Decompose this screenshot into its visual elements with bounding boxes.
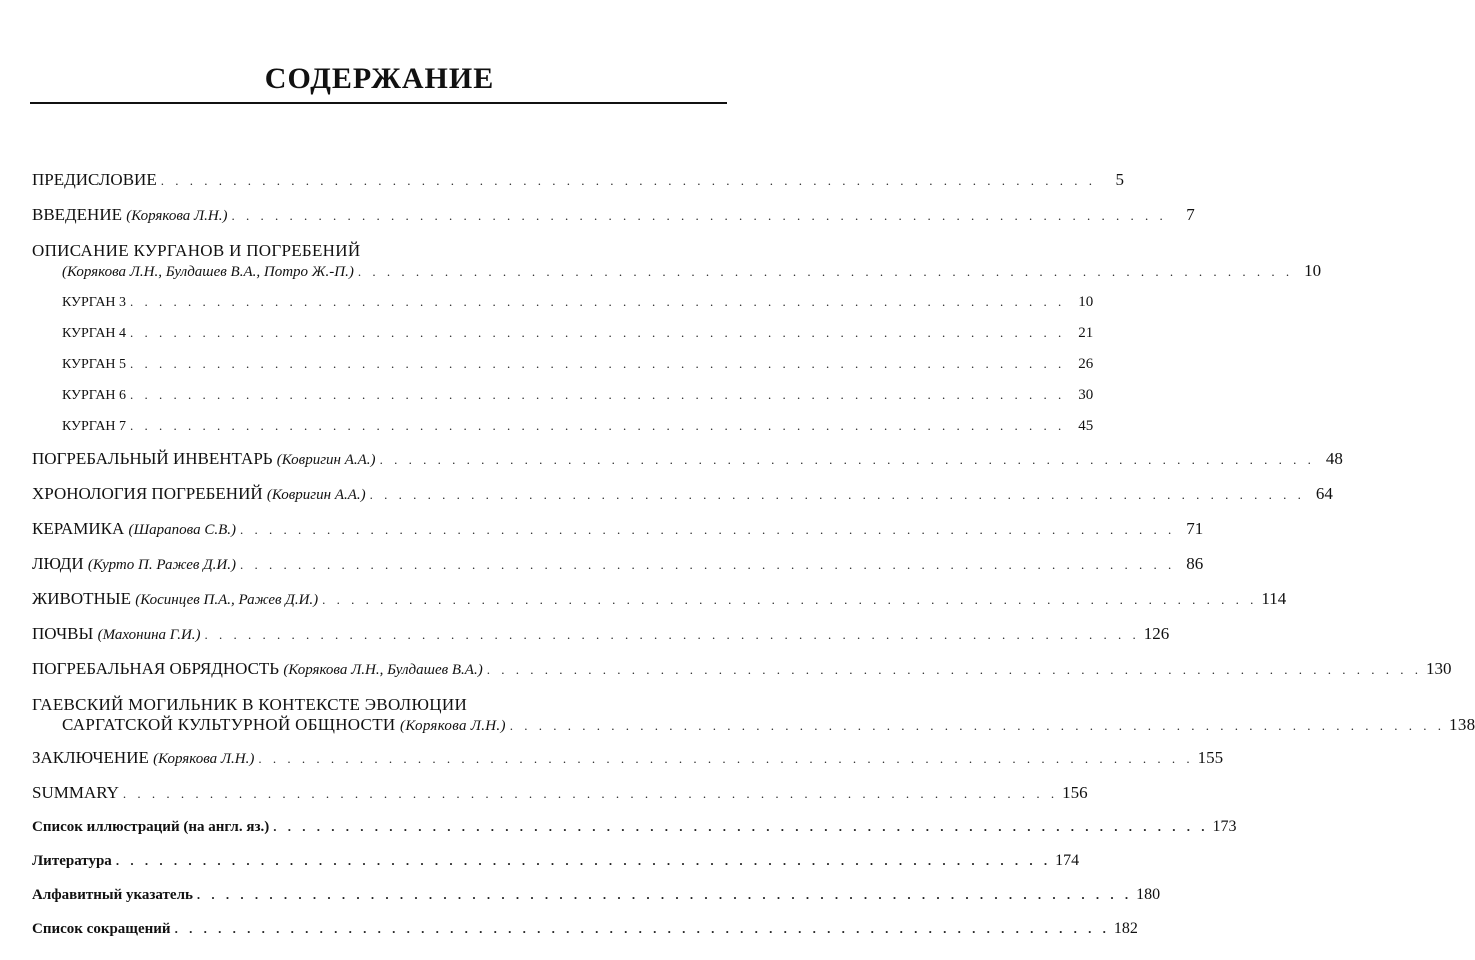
dot-leader: . . . . . . . . . . . . . . . . . . . . . . . . . . . . . . . . . . . . . . . . . . . . . . . . . . . . . . . . . . . . . . . . . — [130, 294, 1066, 309]
entry-page: 126 — [1143, 624, 1170, 643]
entry-title: ЛЮДИ — [32, 554, 84, 573]
entry-title: ПРЕДИСЛОВИЕ — [32, 170, 157, 189]
toc-entry-conclusion[interactable] — [32, 748, 1224, 768]
entry-page: 86 — [1186, 554, 1204, 573]
dot-leader: . . . . . . . . . . . . . . . . . . . . . . . . . . . . . . . . . . . . . . . . . . . . . . . . . . . . . . . . . . . . . . . . . — [258, 751, 1194, 766]
entry-author: (Корякова Л.Н.) — [126, 208, 228, 224]
entry-page: 64 — [1315, 484, 1333, 503]
entry-title: ПОЧВЫ — [32, 624, 94, 643]
dot-leader: . . . . . . . . . . . . . . . . . . . . . . . . . . . . . . . . . . . . . . . . . . . . . . . . . . . . . . . . . . . . . . . . . — [122, 786, 1059, 801]
toc-entry-kurgan-4[interactable] — [32, 325, 1094, 342]
entry-page: 48 — [1325, 449, 1343, 468]
entry-page: 155 — [1197, 748, 1224, 767]
entry-page: 21 — [1078, 325, 1094, 341]
entry-page: 180 — [1136, 886, 1161, 903]
toc-entry-soils[interactable] — [32, 624, 1170, 644]
entry-page: 130 — [1425, 659, 1452, 678]
toc-entry-summary[interactable] — [32, 783, 1088, 803]
dot-leader: . . . . . . . . . . . . . . . . . . . . . . . . . . . . . . . . . . . . . . . . . . . . . . . . . . . . . . . . . . . . . . . . . — [357, 264, 1294, 279]
dot-leader: . . . . . . . . . . . . . . . . . . . . . . . . . . . . . . . . . . . . . . . . . . . . . . . . . . . . . . . . . . . . . . . . . — [322, 592, 1258, 607]
entry-page: 5 — [1115, 170, 1124, 189]
entry-page: 26 — [1078, 356, 1094, 372]
toc-entry-abbreviations[interactable] — [32, 920, 1138, 938]
dot-leader: . . . . . . . . . . . . . . . . . . . . . . . . . . . . . . . . . . . . . . . . . . . . . . . . . . . . . . . . . . . . . . . . . — [486, 662, 1422, 677]
toc-entry-kurgan-7[interactable] — [32, 418, 1094, 435]
toc-entry-illustrations[interactable] — [32, 818, 1237, 836]
entry-title: ЗАКЛЮЧЕНИЕ — [32, 748, 149, 767]
title-rule — [30, 102, 727, 104]
entry-author: (Ковригин А.А.) — [266, 487, 366, 503]
entry-author: (Шарапова С.В.) — [128, 522, 237, 538]
toc-entry-index[interactable] — [32, 886, 1161, 904]
entry-author: (Корякова Л.Н.) — [400, 718, 506, 734]
toc-entry-kurgan-6[interactable] — [32, 387, 1094, 404]
dot-leader: . . . . . . . . . . . . . . . . . . . . . . . . . . . . . . . . . . . . . . . . . . . . . . . . . . . . . . . . . . . . . . . . . — [204, 627, 1140, 642]
entry-title: ХРОНОЛОГИЯ ПОГРЕБЕНИЙ — [32, 484, 263, 503]
entry-title: ПОГРЕБАЛЬНАЯ ОБРЯДНОСТЬ — [32, 659, 280, 678]
entry-title: КУРГАН 6 — [62, 388, 127, 403]
dot-leader: . . . . . . . . . . . . . . . . . . . . . . . . . . . . . . . . . . . . . . . . . . . . . . . . . . . . . . . . . . . . . . . . . — [115, 853, 1052, 868]
entry-page: 138 — [1449, 715, 1475, 734]
entry-title: ОПИСАНИЕ КУРГАНОВ И ПОГРЕБЕНИЙ — [32, 241, 361, 260]
entry-page: 30 — [1078, 387, 1094, 403]
entry-title: КУРГАН 3 — [62, 295, 127, 310]
toc-entry-literature[interactable] — [32, 852, 1080, 870]
dot-leader: . . . . . . . . . . . . . . . . . . . . . . . . . . . . . . . . . . . . . . . . . . . . . . . . . . . . . . . . . . . . . . . . . — [130, 356, 1066, 371]
entry-page: 10 — [1078, 294, 1094, 310]
dot-leader: . . . . . . . . . . . . . . . . . . . . . . . . . . . . . . . . . . . . . . . . . . . . . . . . . . . . . . . . . . . . . . . . . — [273, 819, 1209, 834]
toc-entry-ceramics[interactable] — [32, 519, 1204, 539]
entry-title: ВВЕДЕНИЕ — [32, 205, 122, 224]
entry-page: 174 — [1055, 852, 1080, 869]
entry-page: 10 — [1304, 261, 1322, 280]
toc-entry-gaevsky[interactable] — [32, 694, 1475, 735]
entry-author: (Махонина Г.И.) — [97, 627, 201, 643]
dot-leader: . . . . . . . . . . . . . . . . . . . . . . . . . . . . . . . . . . . . . . . . . . . . . . . . . . . . . . . . . . . . . . . . . — [509, 718, 1446, 733]
dot-leader: . . . . . . . . . . . . . . . . . . . . . . . . . . . . . . . . . . . . . . . . . . . . . . . . . . . . . . . . . . . . . . . . . — [379, 452, 1315, 467]
entry-author: (Курто П. Ражев Д.И.) — [87, 557, 236, 573]
dot-leader: . . . . . . . . . . . . . . . . . . . . . . . . . . . . . . . . . . . . . . . . . . . . . . . . . . . . . . . . . . . . . . . . . — [174, 921, 1110, 936]
entry-page: 114 — [1261, 589, 1287, 608]
entry-title: ПОГРЕБАЛЬНЫЙ ИНВЕНТАРЬ — [32, 449, 273, 468]
toc-entry-burial-rite[interactable] — [32, 659, 1452, 679]
dot-leader: . . . . . . . . . . . . . . . . . . . . . . . . . . . . . . . . . . . . . . . . . . . . . . . . . . . . . . . . . . . . . . . . . — [231, 208, 1167, 223]
dot-leader: . . . . . . . . . . . . . . . . . . . . . . . . . . . . . . . . . . . . . . . . . . . . . . . . . . . . . . . . . . . . . . . . . — [130, 387, 1066, 402]
entry-title: КУРГАН 4 — [62, 326, 127, 341]
toc-entry-people[interactable] — [32, 554, 1204, 574]
toc-entry-inventory[interactable] — [32, 449, 1343, 469]
entry-page: 173 — [1212, 818, 1237, 835]
toc-entry-description[interactable] — [32, 240, 1322, 281]
entry-title: Список иллюстраций (на англ. яз.) — [32, 819, 270, 835]
dot-leader: . . . . . . . . . . . . . . . . . . . . . . . . . . . . . . . . . . . . . . . . . . . . . . . . . . . . . . . . . . . . . . . . . — [196, 887, 1133, 902]
entry-author: (Ковригин А.А.) — [276, 452, 376, 468]
dot-leader: . . . . . . . . . . . . . . . . . . . . . . . . . . . . . . . . . . . . . . . . . . . . . . . . . . . . . . . . . . . . . . . . . — [239, 557, 1176, 572]
dot-leader: . . . . . . . . . . . . . . . . . . . . . . . . . . . . . . . . . . . . . . . . . . . . . . . . . . . . . . . . . . . . . . . . . — [160, 173, 1096, 188]
entry-title: ГАЕВСКИЙ МОГИЛЬНИК В КОНТЕКСТЕ ЭВОЛЮЦИИ — [32, 695, 468, 714]
page-title: СОДЕРЖАНИЕ — [264, 62, 495, 95]
dot-leader: . . . . . . . . . . . . . . . . . . . . . . . . . . . . . . . . . . . . . . . . . . . . . . . . . . . . . . . . . . . . . . . . . — [130, 418, 1066, 433]
entry-author: (Косинцев П.А., Ражев Д.И.) — [135, 592, 319, 608]
entry-page: 7 — [1186, 205, 1195, 224]
toc-entry-animals[interactable] — [32, 589, 1287, 609]
dot-leader: . . . . . . . . . . . . . . . . . . . . . . . . . . . . . . . . . . . . . . . . . . . . . . . . . . . . . . . . . . . . . . . . . — [240, 522, 1176, 537]
entry-page: 71 — [1186, 519, 1204, 538]
toc-entry-chronology[interactable] — [32, 484, 1333, 504]
entry-page: 182 — [1113, 920, 1138, 937]
entry-page: 45 — [1078, 418, 1094, 434]
entry-title: КЕРАМИКА — [32, 519, 125, 538]
table-of-contents — [32, 170, 1475, 954]
toc-entry-introduction[interactable] — [32, 205, 1195, 225]
entry-title-continued: САРГАТСКОЙ КУЛЬТУРНОЙ ОБЩНОСТИ — [62, 715, 396, 734]
entry-author: (Корякова Л.Н., Булдашев В.А.) — [283, 662, 483, 678]
entry-author: (Корякова Л.Н.) — [153, 751, 255, 767]
toc-entry-kurgan-5[interactable] — [32, 356, 1094, 373]
entry-title: Список сокращений — [32, 921, 171, 937]
entry-title: Литература — [32, 853, 112, 869]
entry-title: КУРГАН 7 — [62, 419, 127, 434]
toc-entry-kurgan-3[interactable] — [32, 294, 1094, 311]
dot-leader: . . . . . . . . . . . . . . . . . . . . . . . . . . . . . . . . . . . . . . . . . . . . . . . . . . . . . . . . . . . . . . . . . — [130, 325, 1066, 340]
entry-title: Алфавитный указатель — [32, 887, 193, 903]
dot-leader: . . . . . . . . . . . . . . . . . . . . . . . . . . . . . . . . . . . . . . . . . . . . . . . . . . . . . . . . . . . . . . . . . — [369, 487, 1305, 502]
entry-page: 156 — [1062, 783, 1088, 802]
entry-title: ЖИВОТНЫЕ — [32, 589, 131, 608]
toc-entry-preface[interactable] — [32, 170, 1124, 190]
entry-author: (Корякова Л.Н., Булдашев В.А., Потро Ж.-П.) — [62, 264, 354, 280]
entry-title: КУРГАН 5 — [62, 357, 127, 372]
entry-title: SUMMARY — [32, 783, 119, 802]
